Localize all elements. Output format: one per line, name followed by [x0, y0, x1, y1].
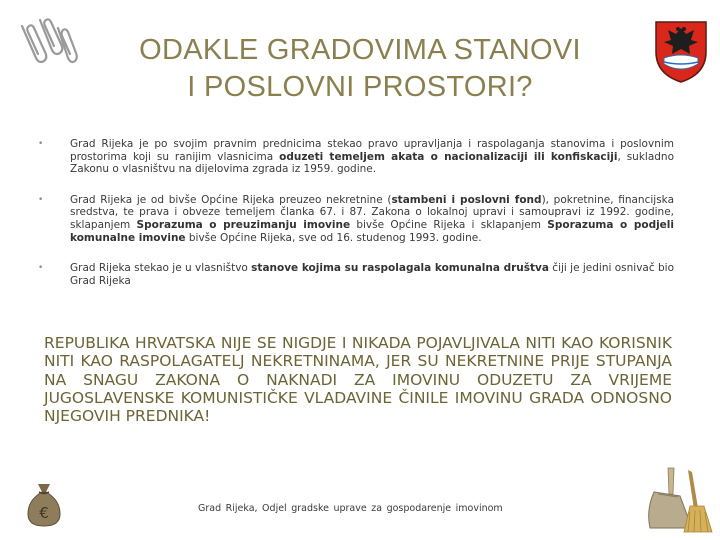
- bullet-2-text-b: ), pokretnine, financijska sredstva, te prava i obveze temeljem članka 67. i 87. Zakona o lokalnoj upravi i samoupravi iz 1992. godine, sklapanjem: [70, 193, 675, 231]
- bullet-item-3: [38, 262, 674, 287]
- bullet-marker: •: [38, 139, 44, 149]
- bullet-1-text: Grad Rijeka je po svojim pravnim prednicima stekao pravo upravljanja i raspolaganja stanovima i poslovnim prostorima koji su ranijim vlasnicima: [70, 138, 674, 163]
- bullet-1-text-end: , sukladno Zakonu o vlasništvu na dijelovima zgrada iz 1959. godine.: [70, 150, 674, 176]
- bullet-2-emphasis-c: Sporazuma o podjeli komunalne imovine: [70, 218, 675, 244]
- dustpan-broom-icon: [640, 462, 714, 534]
- bullet-list: [38, 138, 674, 305]
- paperclips-icon: [14, 14, 80, 70]
- statement-text: REPUBLIKA HRVATSKA NIJE SE NIGDJE I NIKADA POJAVLJIVALA NITI KAO KORISNIK NITI KAO RASPOLAGATELJ NEKRETNINAMA, JER SU NEKRETNINE PRIJE STUPANJA NA SNAGU ZAKONA O NAKNADI ZA IMOVINU ODUZETU ZA VRIJEME JUGOSLAVENSKE KOMUNISTIČKE VLADAVINE ČINILE IMOVINU GRADA ODNOSNO NJEGOVIH PREDNIKA!: [44, 334, 672, 426]
- bullet-1-emphasis: oduzeti temeljem akata o nacionalizaciji ili konfiskaciji: [279, 150, 618, 163]
- bullet-2-text-d: bivše Općine Rijeka, sve od 16. studenog 1993. godine.: [185, 231, 482, 244]
- page-title: [80, 32, 640, 106]
- bullet-marker: •: [38, 194, 44, 205]
- bullet-3-text: Grad Rijeka stekao je u vlasništvo: [70, 262, 252, 275]
- bullet-item-2: [38, 194, 674, 244]
- bullet-marker: •: [38, 263, 44, 274]
- bullet-2-text-c: bivše Općine Rijeka i sklapanjem: [350, 218, 548, 231]
- bullet-item-1: [38, 138, 674, 176]
- page-title-line-1: ODAKLE GRADOVIMA STANOVI: [139, 34, 581, 66]
- bullet-3-text-end: čiji je jedini osnivač bio Grad Rijeka: [70, 262, 674, 287]
- bullet-2-emphasis-b: Sporazuma o preuzimanju imovine: [136, 218, 351, 231]
- rijeka-coat-of-arms-icon: [652, 18, 710, 84]
- money-bag-icon: [24, 478, 64, 528]
- bullet-2-emphasis-a: stambeni i poslovni fond: [391, 193, 542, 206]
- bullet-2-text-a: Grad Rijeka je od bivše Općine Rijeka preuzeo nekretnine (: [70, 193, 392, 206]
- bullet-3-emphasis: stanove kojima su raspolagala komunalna društva: [251, 262, 549, 275]
- euro-symbol: €: [39, 504, 49, 522]
- footer-text: Grad Rijeka, Odjel gradske uprave za gospodarenje imovinom: [198, 503, 503, 514]
- page-title-line-2: I POSLOVNI PROSTORI?: [187, 71, 533, 103]
